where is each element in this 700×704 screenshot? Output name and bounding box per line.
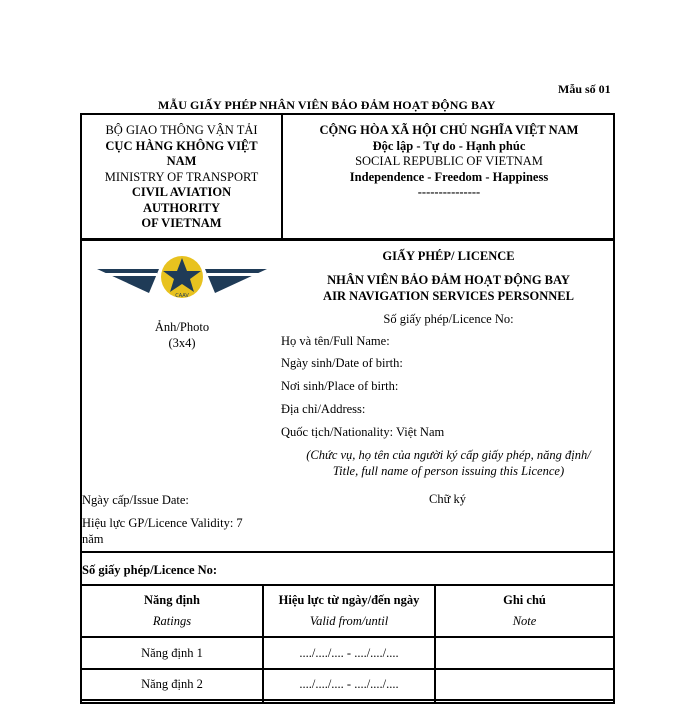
motto-en: Independence - Freedom - Happiness bbox=[349, 169, 549, 184]
licence-subtitle bbox=[282, 272, 615, 304]
issuer-note-vi: (Chức vụ, họ tên của người ký cấp giấy phép, năng định/ bbox=[306, 448, 591, 462]
column-header-ratings-vi: Năng định bbox=[144, 593, 200, 607]
ministry-en: MINISTRY OF TRANSPORT bbox=[104, 169, 259, 184]
table-row-divider bbox=[82, 668, 613, 670]
section-licence-number: Số giấy phép/Licence No: bbox=[82, 563, 218, 577]
column-header-note bbox=[436, 593, 613, 629]
photo-placeholder bbox=[122, 319, 242, 351]
photo-size: (3x4) bbox=[168, 336, 196, 350]
licence-title: GIẤY PHÉP/ LICENCE bbox=[382, 249, 515, 263]
column-header-validity-en: Valid from/until bbox=[309, 614, 389, 628]
authority-en-line3: OF VIETNAM bbox=[141, 216, 222, 230]
table-cell-validity: ..../..../.... - ..../..../.... bbox=[299, 677, 399, 691]
authority-en-line1: CIVIL AVIATION bbox=[131, 185, 232, 199]
licence-box bbox=[80, 239, 615, 552]
validity-line2: năm bbox=[82, 532, 104, 546]
authority-vi-line1: CỤC HÀNG KHÔNG VIỆT bbox=[105, 138, 258, 153]
table-cell-rating: Năng định 1 bbox=[141, 646, 203, 660]
licence-number-row bbox=[80, 551, 615, 585]
caav-logo-icon bbox=[97, 253, 267, 305]
motto-vi: Độc lập - Tự do - Hạnh phúc bbox=[372, 138, 526, 153]
place-of-birth-field: Nơi sinh/Place of birth: bbox=[281, 379, 399, 393]
validity-line1: Hiệu lực GP/Licence Validity: 7 bbox=[82, 516, 243, 530]
form-title: MẪU GIẤY PHÉP NHÂN VIÊN BẢO ĐẢM HOẠT ĐỘNG BAY bbox=[158, 98, 496, 112]
licence-number-field: Số giấy phép/Licence No: bbox=[383, 312, 514, 326]
photo-label: Ảnh/Photo bbox=[154, 320, 210, 334]
column-header-validity-vi: Hiệu lực từ ngày/đến ngày bbox=[278, 593, 420, 607]
ratings-table bbox=[80, 584, 615, 704]
licence-subtitle-vi: NHÂN VIÊN BẢO ĐẢM HOẠT ĐỘNG BAY bbox=[327, 273, 570, 287]
licence-subtitle-en: AIR NAVIGATION SERVICES PERSONNEL bbox=[323, 289, 574, 303]
validity-field bbox=[82, 515, 267, 547]
date-of-birth-field: Ngày sinh/Date of birth: bbox=[281, 356, 403, 370]
issue-date-field: Ngày cấp/Issue Date: bbox=[82, 493, 189, 507]
authority-vi-line2: NAM bbox=[166, 154, 197, 168]
header-separator: --------------- bbox=[417, 185, 481, 199]
table-row-divider bbox=[82, 699, 613, 701]
ministry-vi: BỘ GIAO THÔNG VẬN TẢI bbox=[105, 123, 258, 137]
column-header-note-vi: Ghi chú bbox=[503, 593, 546, 607]
issuer-note-en: Title, full name of person issuing this Licence) bbox=[332, 464, 565, 478]
nationality-field: Quốc tịch/Nationality: Việt Nam bbox=[281, 425, 445, 439]
column-header-ratings-en: Ratings bbox=[152, 614, 192, 628]
header-box bbox=[80, 113, 615, 240]
republic-vi: CỘNG HÒA XÃ HỘI CHỦ NGHĨA VIỆT NAM bbox=[319, 123, 579, 137]
authority-en-line2: AUTHORITY bbox=[142, 200, 221, 215]
table-cell-rating: Năng định 2 bbox=[141, 677, 203, 691]
table-cell-validity: ..../..../.... - ..../..../.... bbox=[299, 646, 399, 660]
address-field: Địa chỉ/Address: bbox=[281, 402, 366, 416]
logo-text: CAAV bbox=[175, 293, 189, 299]
signature-label: Chữ ký bbox=[429, 492, 466, 506]
form-number: Mẫu số 01 bbox=[558, 82, 611, 96]
header-left bbox=[82, 123, 281, 232]
header-right bbox=[283, 123, 615, 201]
full-name-field: Họ và tên/Full Name: bbox=[281, 334, 390, 348]
column-header-note-en: Note bbox=[512, 614, 537, 628]
column-header-ratings bbox=[82, 593, 262, 629]
table-row-divider bbox=[82, 636, 613, 638]
republic-en: SOCIAL REPUBLIC OF VIETNAM bbox=[355, 154, 543, 168]
issuer-note bbox=[282, 447, 615, 479]
column-header-validity bbox=[264, 593, 434, 629]
